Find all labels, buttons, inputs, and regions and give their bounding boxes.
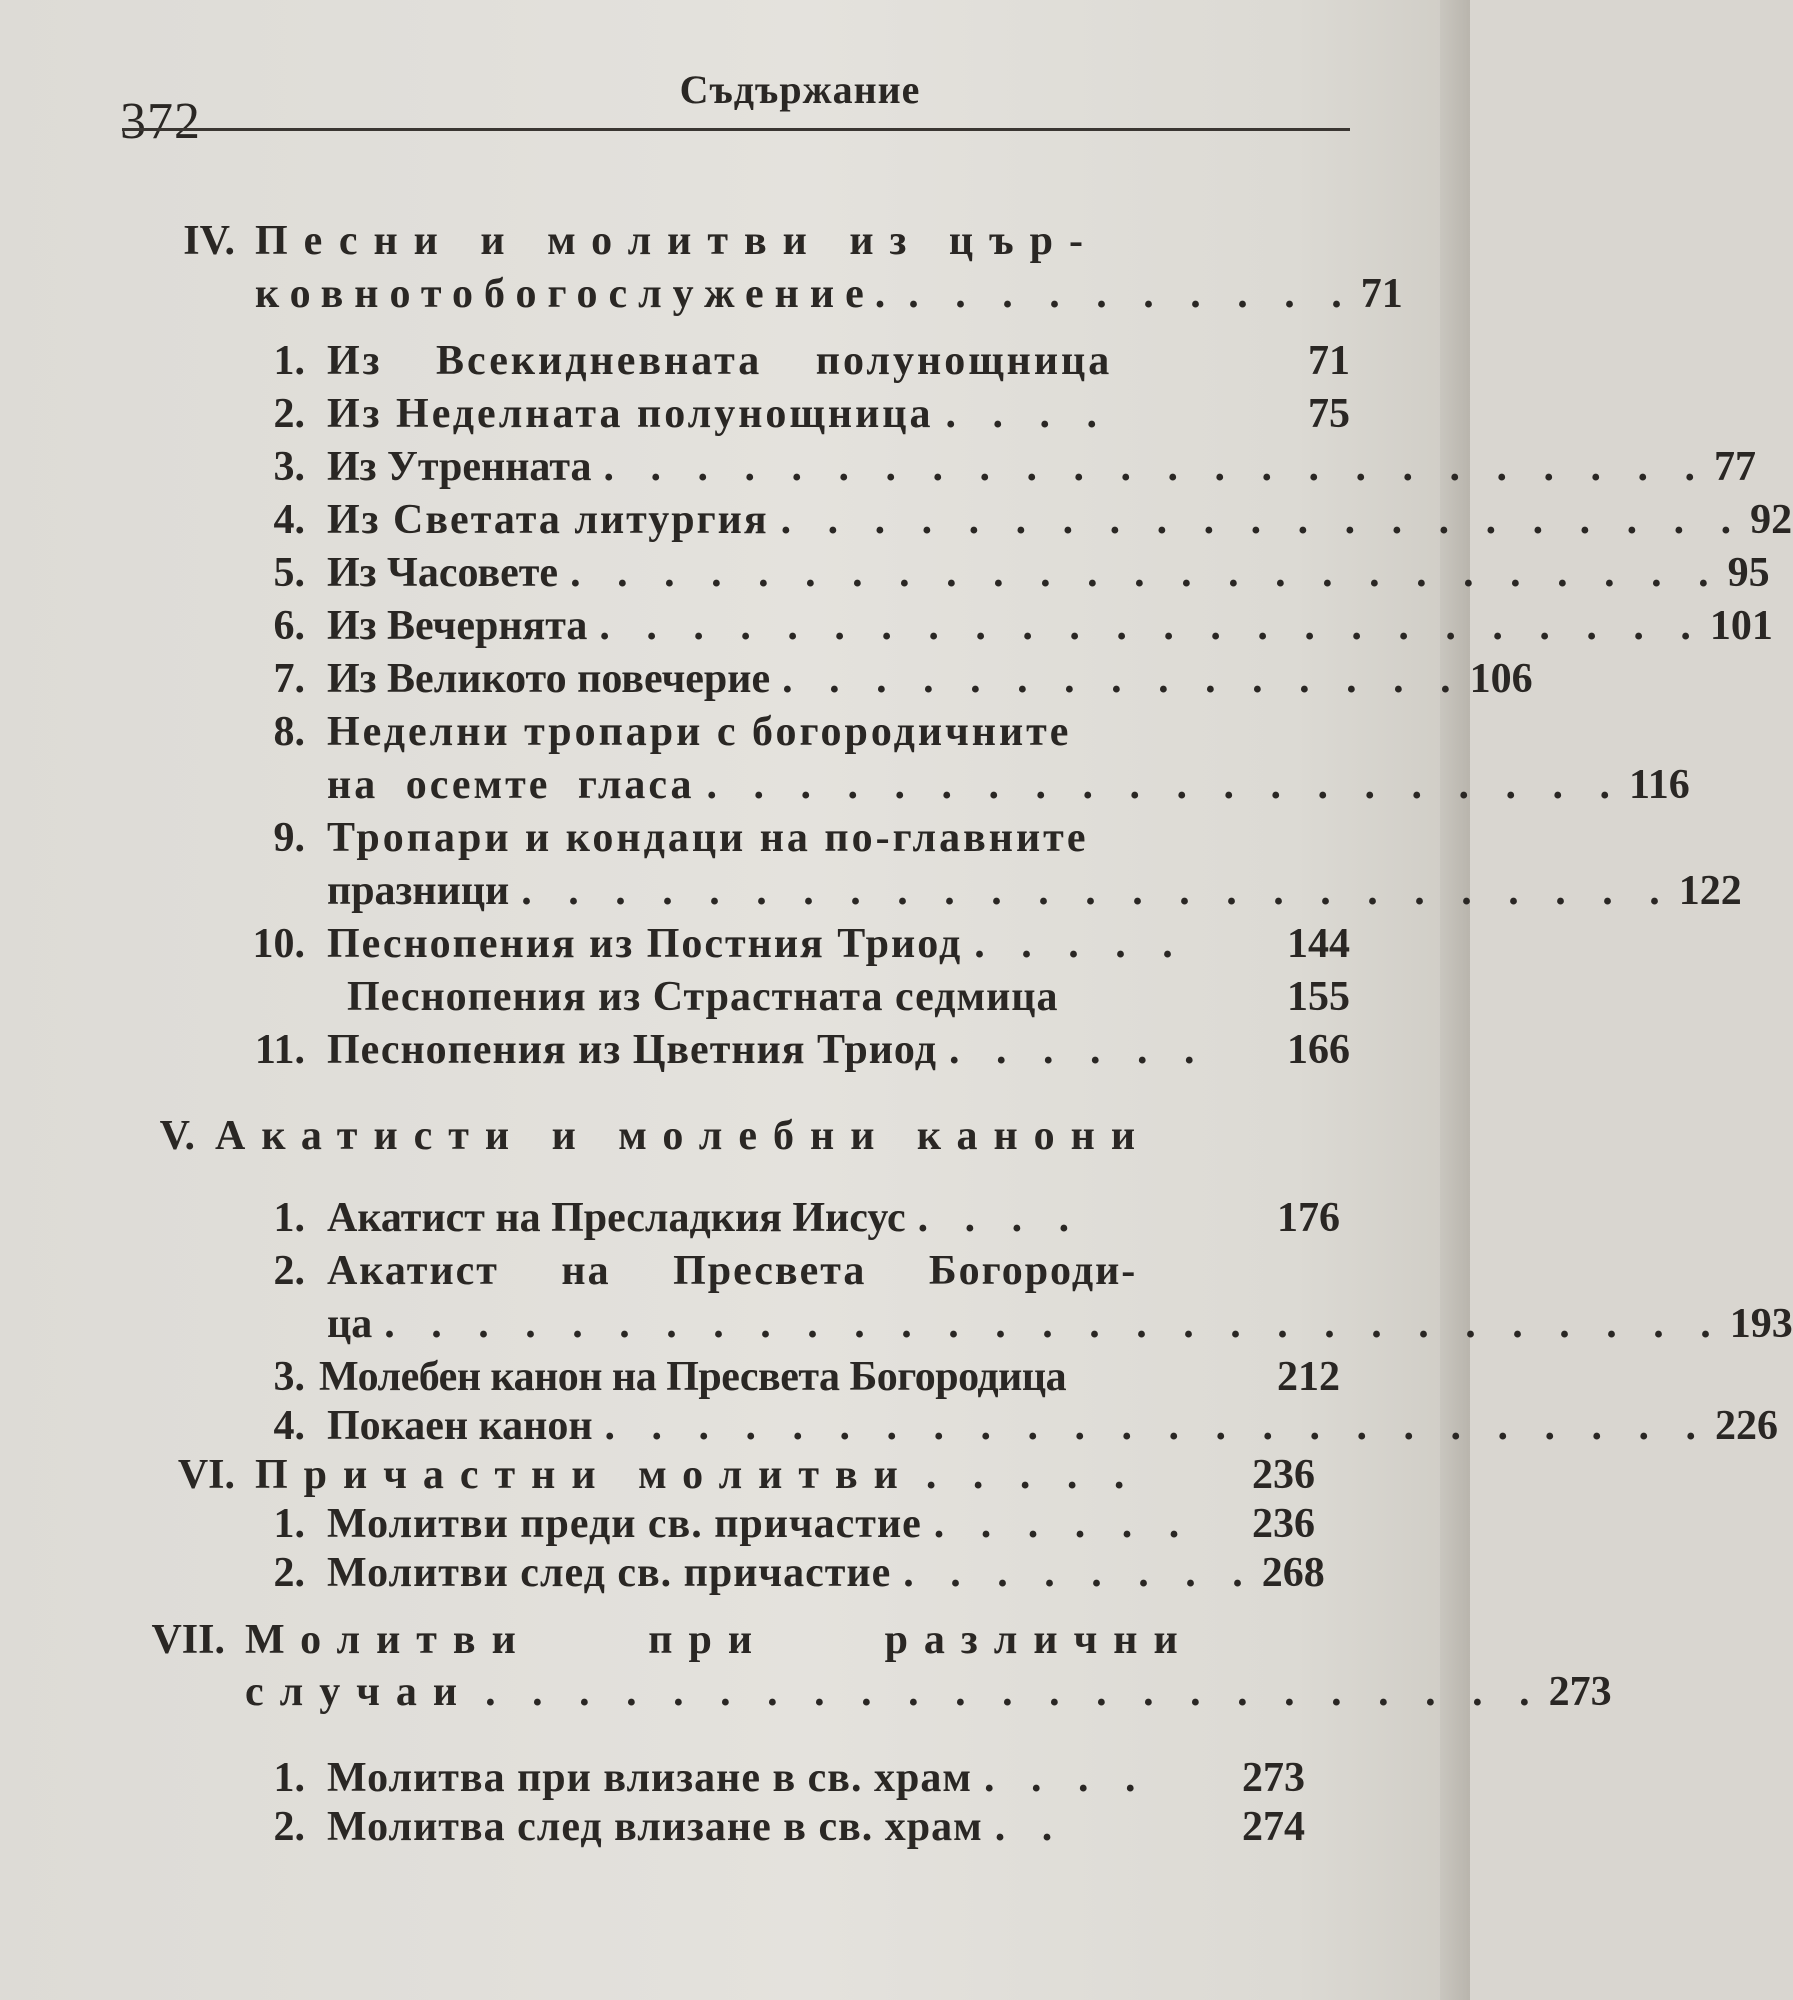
entry-title: Покаен канон xyxy=(327,1403,593,1449)
page-ref: 176 xyxy=(1277,1195,1340,1241)
entry-number: 1. xyxy=(273,1501,305,1547)
page-ref: 212 xyxy=(1277,1354,1340,1400)
page-ref: 75 xyxy=(1308,391,1350,437)
running-head: Съдържание xyxy=(679,67,921,112)
leader-dots: . . . . . . . . . . . . . . . . . . . . xyxy=(706,762,1624,808)
page-ref: 77 xyxy=(1713,444,1756,490)
toc-entry xyxy=(225,653,1533,705)
toc-entry xyxy=(225,1801,1305,1853)
toc-entry-continued xyxy=(327,759,1690,811)
entry-title: Неделни тропари с богородичните xyxy=(327,709,1072,755)
entry-number: 2. xyxy=(273,391,305,437)
entry-number: 3. xyxy=(273,444,305,490)
entry-number: 10. xyxy=(252,921,305,967)
toc-entry xyxy=(225,1547,1325,1599)
entry-title: Песнопения из Постния Триод xyxy=(327,921,963,967)
toc-entry xyxy=(225,1192,1340,1244)
page-ref: 95 xyxy=(1727,550,1770,596)
entry-title: Из Светата литургия xyxy=(327,497,769,543)
entry-number: 9. xyxy=(273,815,305,861)
toc-entry xyxy=(225,918,1350,970)
page-ref: 274 xyxy=(1242,1804,1305,1850)
page-ref: 122 xyxy=(1678,868,1742,914)
page-number: 372 xyxy=(120,93,201,150)
toc-entry-continued xyxy=(327,865,1742,917)
entry-title: Из Всекидневната полунощница xyxy=(327,338,1113,384)
entry-title: Из Великото повечерие xyxy=(327,656,771,702)
section-title: Акатисти и молебни канони xyxy=(215,1113,1152,1159)
entry-number: 1. xyxy=(273,1755,305,1801)
entry-title-line2: празници xyxy=(327,868,510,914)
entry-title-line2: ца xyxy=(327,1301,373,1347)
entry-title: Из Утренната xyxy=(327,444,592,490)
entry-number: 4. xyxy=(273,1403,305,1449)
entry-title: Молитва при влизане в св. храм xyxy=(327,1755,972,1801)
toc-entry xyxy=(225,1351,1340,1403)
entry-title: Из Вечернята xyxy=(327,603,588,649)
entry-title: Из Часовете xyxy=(327,550,559,596)
entry-number: 1. xyxy=(273,338,305,384)
section-heading-continued xyxy=(255,268,1403,320)
toc-entry xyxy=(225,1245,1340,1297)
entry-number: 8. xyxy=(273,709,305,755)
entry-title: Молитви преди св. причастие xyxy=(327,1501,922,1547)
leader-dots: . . . . . . . . . . . . . . . . . . . . . . . xyxy=(485,1669,1543,1715)
entry-number: 11. xyxy=(254,1027,305,1073)
entry-number: 2. xyxy=(273,1804,305,1850)
page-ref: 268 xyxy=(1261,1550,1325,1596)
leader-dots: . . . . . . . . . . . . . . . xyxy=(782,656,1464,702)
entry-title: Из Неделната полунощница xyxy=(327,391,934,437)
leader-dots: . . . . . . . . . . . . . . . . . . . . . xyxy=(780,497,1745,543)
entry-number: 6. xyxy=(273,603,305,649)
toc-entry xyxy=(225,1498,1315,1550)
section-title: Молитви при различни xyxy=(245,1617,1194,1663)
toc-entry xyxy=(225,1400,1779,1452)
section-title-line2: ковнотобогослужение. xyxy=(255,271,897,317)
toc-entry xyxy=(225,441,1756,493)
page-ref: 71 xyxy=(1360,271,1403,317)
toc-entry xyxy=(225,600,1773,652)
entry-title: Песнопения из Страстната седмица xyxy=(347,974,1059,1020)
leader-dots: . . . . . . xyxy=(948,1027,1208,1073)
page-ref: 101 xyxy=(1709,603,1773,649)
page-ref: 92 xyxy=(1750,497,1793,543)
page-ref: 236 xyxy=(1252,1501,1315,1547)
leader-dots: . . . . xyxy=(945,391,1110,437)
entry-title: Акатист на Пресвета Богороди- xyxy=(327,1248,1138,1294)
entry-number: 2. xyxy=(273,1248,305,1294)
section-number: IV. xyxy=(183,218,235,264)
toc-entry xyxy=(225,1752,1305,1804)
leader-dots: . . . . . xyxy=(974,921,1186,967)
leader-dots: . . . . . . . . . . . . . . . . . . . . . . . . xyxy=(599,603,1704,649)
leader-dots: . . . . . . . . . . . . . . . . . . . . . . . . xyxy=(604,1403,1710,1449)
header-rule xyxy=(122,128,1350,131)
leader-dots: . . . . . . . . . . . . . . . . . . . . . . . . . . . . . xyxy=(384,1301,1724,1347)
entry-number: 4. xyxy=(273,497,305,543)
section-heading xyxy=(135,1110,1315,1162)
leader-dots: . . . . xyxy=(983,1755,1149,1801)
section-title: Причастни молитви xyxy=(255,1452,914,1498)
section-number: VI. xyxy=(177,1452,235,1498)
leader-dots: . . . . xyxy=(917,1195,1083,1241)
section-title-line2: случаи xyxy=(245,1669,474,1715)
section-number: V. xyxy=(159,1113,195,1159)
toc-entry xyxy=(225,1024,1350,1076)
page-ref: 155 xyxy=(1287,974,1350,1020)
entry-number: 2. xyxy=(273,1550,305,1596)
entry-number: 3. xyxy=(273,1354,305,1400)
toc-entry xyxy=(225,388,1350,440)
page-ref: 226 xyxy=(1715,1403,1779,1449)
page-ref: 116 xyxy=(1629,762,1690,808)
page-ref: 106 xyxy=(1469,656,1533,702)
entry-title: Акатист на Пресладкия Иисус xyxy=(327,1195,906,1241)
entry-number: 5. xyxy=(273,550,305,596)
toc-entry xyxy=(225,812,1350,864)
toc-entry xyxy=(225,335,1350,387)
page-ref: 273 xyxy=(1242,1755,1305,1801)
section-heading xyxy=(135,1449,1315,1501)
leader-dots: . . . . . . . . . . . . . . . . . . . . . . . . xyxy=(603,444,1708,490)
page-ref: 273 xyxy=(1548,1669,1612,1715)
toc-entry-continued xyxy=(327,1298,1793,1350)
toc-entry xyxy=(225,706,1350,758)
section-heading xyxy=(135,215,1315,267)
leader-dots: . . . . . xyxy=(925,1452,1138,1498)
entry-title-line2: на осемте гласа xyxy=(327,762,695,808)
leader-dots: . . xyxy=(994,1804,1066,1850)
page-ref: 166 xyxy=(1287,1027,1350,1073)
section-title: Песни и молитви из цър- xyxy=(255,218,1099,264)
entry-title: Песнопения из Цветния Триод xyxy=(327,1027,937,1073)
section-heading-continued xyxy=(245,1666,1612,1718)
leader-dots: . . . . . . . . . . . . . . . . . . . . . . . . . xyxy=(521,868,1673,914)
toc-entry xyxy=(225,547,1770,599)
page-ref: 236 xyxy=(1252,1452,1315,1498)
page-ref: 193 xyxy=(1729,1301,1793,1347)
leader-dots: . . . . . . . . . . . . . . . . . . . . . . . . . xyxy=(570,550,1722,596)
entry-title: Тропари и кондаци на по-главните xyxy=(327,815,1089,861)
toc-entry xyxy=(225,494,1793,546)
entry-number: 1. xyxy=(273,1195,305,1241)
leader-dots: . . . . . . . . . . xyxy=(908,271,1355,317)
page-ref: 71 xyxy=(1308,338,1350,384)
toc-entry xyxy=(225,971,1350,1023)
section-heading xyxy=(130,1614,1310,1666)
page-ref: 144 xyxy=(1287,921,1350,967)
leader-dots: . . . . . . . . xyxy=(903,1550,1256,1596)
entry-number: 7. xyxy=(273,656,305,702)
leader-dots: . . . . . . xyxy=(933,1501,1193,1547)
entry-title: Молебен канон на Пресвета Богородица xyxy=(319,1354,1067,1400)
entry-title: Молитви след св. причастие xyxy=(327,1550,892,1596)
entry-title: Молитва след влизане в св. храм xyxy=(327,1804,983,1850)
section-number: VII. xyxy=(151,1617,225,1663)
